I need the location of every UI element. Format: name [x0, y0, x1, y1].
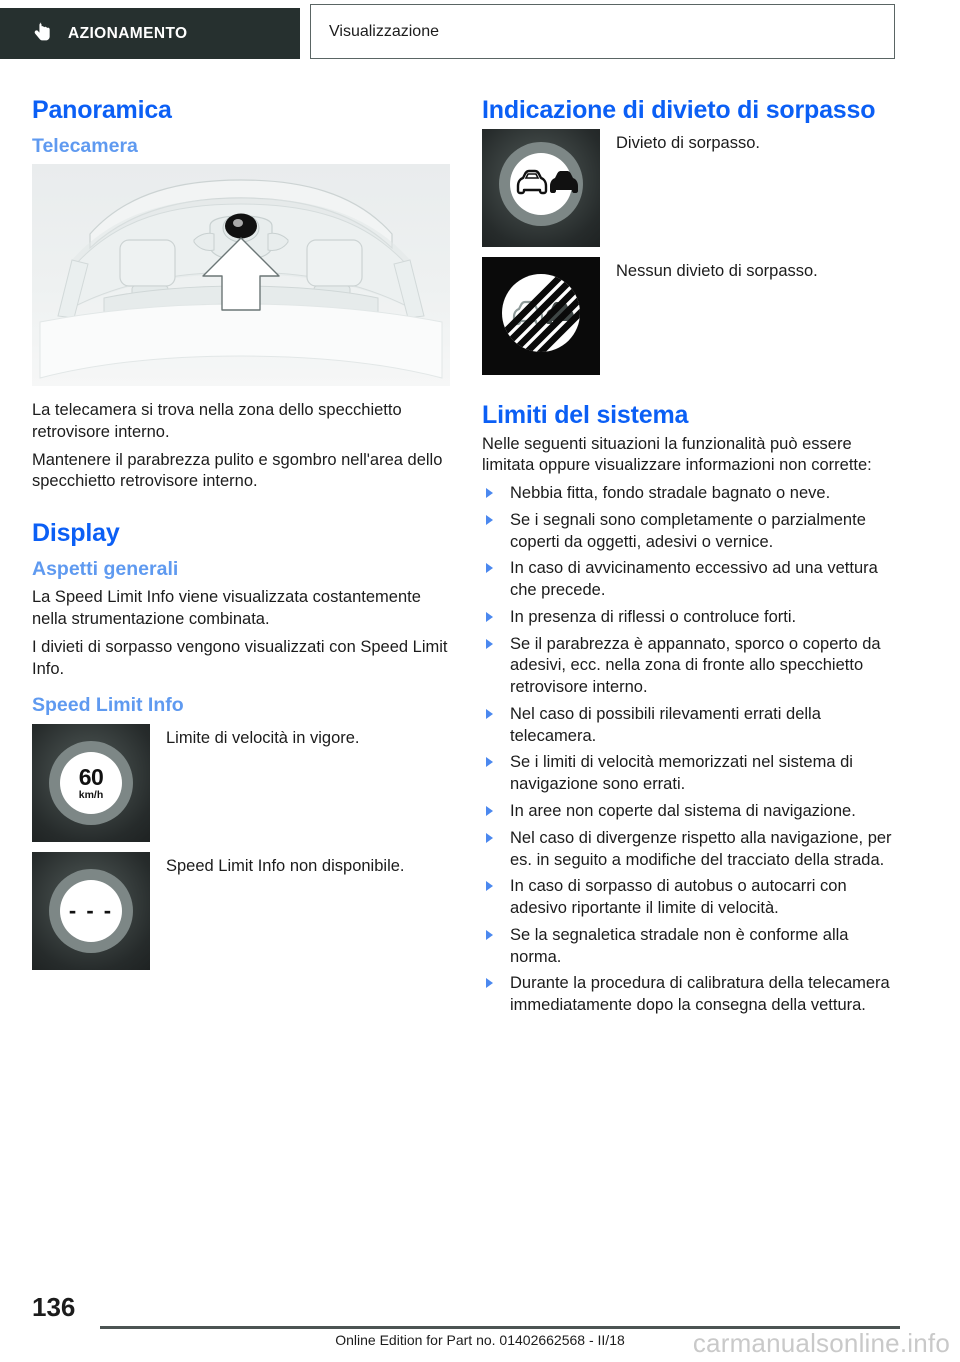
tab-azionamento[interactable] — [0, 8, 300, 59]
tab-azionamento-label: AZIONAMENTO — [68, 24, 188, 42]
sign-face — [60, 880, 122, 942]
telecamera-paragraph-2: Mantenere il parabrezza pulito e sgombro nell'area dello specchietto retrovisore interno. — [32, 450, 443, 491]
list-item — [482, 801, 900, 823]
list-item — [482, 510, 900, 554]
list-item — [482, 876, 900, 920]
sign-face — [60, 752, 122, 814]
bullet-triangle-icon — [486, 806, 493, 816]
heading-aspetti-generali: Aspetti generali — [32, 557, 179, 580]
bullet-triangle-icon — [486, 757, 493, 767]
no-overtaking-row-text: Divieto di sorpasso. — [616, 133, 760, 152]
list-item — [482, 752, 900, 796]
list-item-text: In caso di avvicinamento eccessivo ad una vettura che precede. — [510, 559, 878, 600]
bullet-triangle-icon — [486, 639, 493, 649]
limiti-intro: Nelle seguenti situazioni la funzionalità può essere limitata oppure visualizzare informazioni non corrette: — [482, 434, 872, 475]
list-item — [482, 973, 900, 1017]
list-item-text: In caso di sorpasso di autobus o autocarri con adesivo riportante il limite di velocità. — [510, 877, 847, 918]
heading-speed-limit-info: Speed Limit Info — [32, 694, 184, 717]
heading-display: Display — [32, 519, 120, 548]
speed-limit-row-unavailable-text: Speed Limit Info non disponibile. — [166, 856, 405, 875]
end-no-overtaking-sign-icon — [482, 257, 600, 375]
heading-telecamera: Telecamera — [32, 134, 138, 157]
page-header — [0, 0, 960, 66]
speed-limit-row-active-text: Limite di velocità in vigore. — [166, 728, 360, 747]
page-title-panoramica: Panoramica — [32, 96, 172, 124]
list-item — [482, 607, 900, 629]
end-no-overtaking-sign-graphic — [482, 257, 600, 375]
no-overtaking-sign-icon — [482, 129, 600, 247]
bullet-triangle-icon — [486, 709, 493, 719]
footer-edition-text: Online Edition for Part no. 01402662568 - II/18 — [335, 1332, 625, 1348]
end-no-overtaking-row-text: Nessun divieto di sorpasso. — [616, 261, 818, 280]
list-item-text: In presenza di riflessi o controluce forti. — [510, 607, 797, 626]
speed-limit-60-icon — [32, 724, 150, 842]
aspetti-paragraph-1: La Speed Limit Info viene visualizzata costantemente nella strumentazione combinata. — [32, 588, 421, 629]
list-item-text: Se la segnaletica stradale non è conforme alla norma. — [510, 925, 849, 966]
bullet-triangle-icon — [486, 881, 493, 891]
system-limits-list — [482, 483, 900, 1017]
windshield-camera-image — [32, 164, 450, 386]
telecamera-paragraph-1: La telecamera si trova nella zona dello specchietto retrovisore interno. — [32, 401, 402, 441]
speed-limit-unavailable-icon — [32, 852, 150, 970]
list-item-text: In aree non coperte dal sistema di navigazione. — [510, 801, 856, 820]
no-overtaking-sign-graphic — [482, 129, 600, 247]
list-item-text: Nebbia fitta, fondo stradale bagnato o neve. — [510, 484, 831, 503]
tab-visualizzazione[interactable] — [310, 4, 895, 59]
list-item-text: Se il parabrezza è appannato, sporco o coperto da adesivi, ecc. nella zona di fronte allo specchietto retrovisore interno. — [510, 634, 881, 697]
site-watermark: carmanualsonline.info — [692, 1328, 950, 1358]
end-no-overtaking-row — [482, 257, 900, 375]
list-item — [482, 558, 900, 602]
pointing-hand-icon — [32, 21, 52, 47]
bullet-triangle-icon — [486, 930, 493, 940]
list-item-text: Durante la procedura di calibratura della telecamera immediatamente dopo la consegna della vettura. — [510, 974, 890, 1015]
speed-limit-row-unavailable — [32, 852, 450, 970]
windshield-camera-illustration — [32, 164, 450, 386]
list-item-text: Nel caso di possibili rilevamenti errati della telecamera. — [510, 704, 821, 745]
page-number: 136 — [32, 1292, 76, 1322]
heading-limiti-del-sistema: Limiti del sistema — [482, 400, 689, 429]
heading-indicazione-divieto-sorpasso: Indicazione di divieto di sorpasso — [482, 96, 876, 124]
list-item — [482, 483, 900, 505]
no-overtaking-row — [482, 129, 900, 247]
tab-visualizzazione-label: Visualizzazione — [329, 22, 439, 40]
bullet-triangle-icon — [486, 978, 493, 988]
list-item — [482, 828, 900, 872]
aspetti-paragraph-2: I divieti di sorpasso vengono visualizzati con Speed Limit Info. — [32, 637, 448, 678]
left-column — [32, 96, 450, 980]
speed-limit-row-active — [32, 724, 450, 842]
list-item — [482, 634, 900, 699]
sign-ring — [49, 869, 133, 953]
bullet-triangle-icon — [486, 488, 493, 498]
right-column — [482, 96, 900, 1022]
list-item-text: Se i segnali sono completamente o parzialmente coperti da oggetti, adesivi o vernice. — [510, 510, 866, 551]
list-item-text: Nel caso di divergenze rispetto alla navigazione, per es. in seguito a modifiche del tracciato della strada. — [510, 828, 892, 869]
list-item-text: Se i limiti di velocità memorizzati nel sistema di navigazione sono errati. — [510, 753, 853, 794]
bullet-triangle-icon — [486, 612, 493, 622]
bullet-triangle-icon — [486, 833, 493, 843]
list-item — [482, 925, 900, 969]
bullet-triangle-icon — [486, 563, 493, 573]
speed-limit-dashes: - - - — [68, 897, 114, 923]
bullet-triangle-icon — [486, 515, 493, 525]
page-footer — [0, 1282, 960, 1362]
speed-limit-unit: km/h — [78, 788, 104, 801]
list-item — [482, 704, 900, 748]
sign-ring — [49, 741, 133, 825]
speed-limit-value: 60 — [78, 763, 104, 790]
